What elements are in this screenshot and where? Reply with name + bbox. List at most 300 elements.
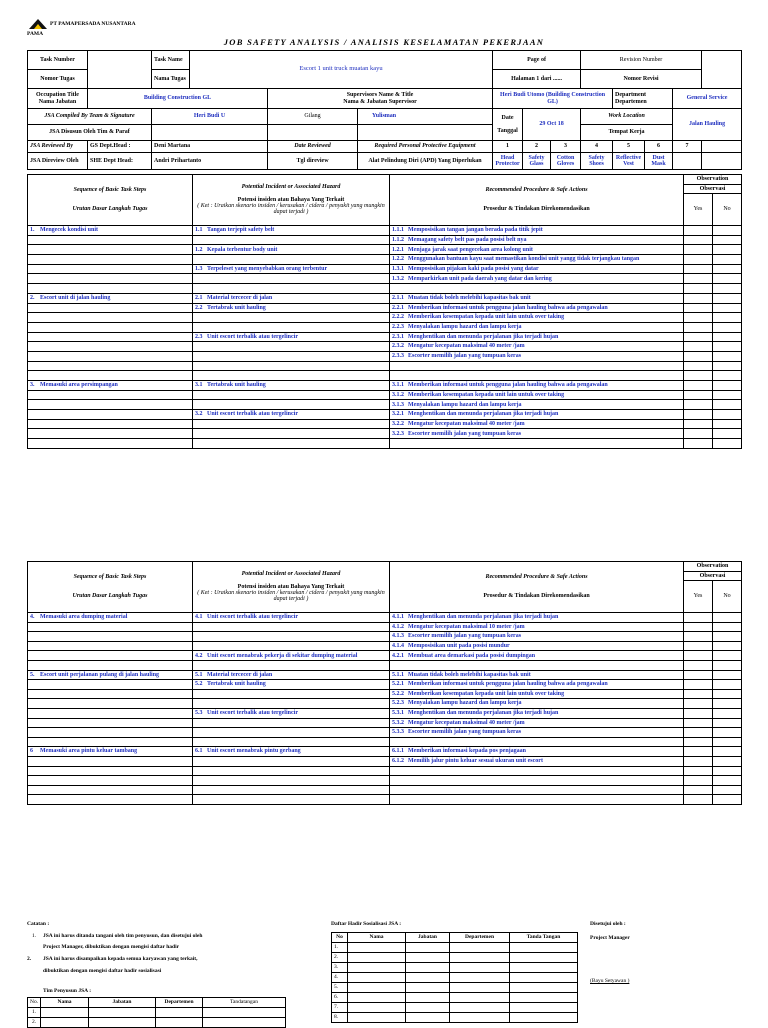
- hazard-cell: [193, 641, 390, 651]
- observation-yes-cell[interactable]: [684, 245, 713, 255]
- steps-header: Sequence of Basic Task Steps Urutan Dasar Langkah Tugas: [28, 562, 193, 613]
- task-step-cell: 5. Escort unit perjalanan pulang di jalan hauling: [28, 670, 193, 680]
- procedure-cell: 3.1.1 Memberikan informasi untuk pengguna jalan hauling bahwa ada pengawalan: [390, 381, 684, 391]
- occupation-value: Building Construction GL: [88, 89, 268, 109]
- procedure-cell: 6.1.1 Memberikan informasi kepada pos penjagaan: [390, 747, 684, 757]
- observation-yes-cell[interactable]: [684, 795, 713, 805]
- attendance-col-department: Departemen: [450, 933, 510, 943]
- observation-no-cell[interactable]: [713, 737, 742, 747]
- step-row: [28, 747, 742, 757]
- hazard-cell: [193, 728, 390, 738]
- attendance-cell[interactable]: [510, 993, 578, 1003]
- observation-no-cell[interactable]: [713, 255, 742, 265]
- observation-no-cell[interactable]: [713, 660, 742, 670]
- team-cell[interactable]: [89, 1018, 156, 1028]
- hazard-cell: [193, 342, 390, 352]
- pama-logo: [27, 17, 49, 31]
- attendance-cell[interactable]: [450, 983, 510, 993]
- observation-no-cell[interactable]: [713, 708, 742, 718]
- work-location-label-id: Tempat Kerja: [581, 125, 673, 141]
- observation-yes-cell[interactable]: [684, 747, 713, 757]
- observation-yes-cell[interactable]: [684, 390, 713, 400]
- observation-no-cell[interactable]: [713, 651, 742, 661]
- task-step-cell: [28, 699, 193, 709]
- observation-no-cell[interactable]: [713, 776, 742, 786]
- task-step-cell: [28, 756, 193, 766]
- observation-no-cell[interactable]: [713, 400, 742, 410]
- ppe-num: 5: [613, 141, 645, 153]
- task-step-cell: [28, 419, 193, 429]
- observation-yes-cell[interactable]: [684, 680, 713, 690]
- approved-by-label: Disetujui oleh :: [590, 921, 626, 927]
- procedure-cell: [390, 361, 684, 371]
- attendance-col-position: Jabatan: [406, 933, 450, 943]
- attendance-row: [332, 983, 578, 993]
- procedure-cell: 3.2.3 Escorter memilih jalan yang tumpuan keras: [390, 429, 684, 439]
- observation-no-cell[interactable]: [713, 245, 742, 255]
- task-step-cell: [28, 632, 193, 642]
- observation-no-cell[interactable]: [713, 622, 742, 632]
- hazard-cell: [193, 785, 390, 795]
- observation-yes-cell[interactable]: [684, 613, 713, 623]
- procedure-cell: 5.3.2 Mengatur kecepatan maksimal 40 meter /jam: [390, 718, 684, 728]
- team-cell[interactable]: [156, 1008, 203, 1018]
- observation-yes-cell[interactable]: [684, 776, 713, 786]
- observation-yes-cell[interactable]: [684, 255, 713, 265]
- procedure-cell: 1.1.1 Memposisikan tangan jangan berada pada titik jepit: [390, 226, 684, 236]
- task-step-cell: [28, 322, 193, 332]
- observation-yes-cell[interactable]: [684, 313, 713, 323]
- department-label: Department Departemen: [613, 89, 673, 109]
- observation-no-cell[interactable]: [713, 718, 742, 728]
- steps-header: Sequence of Basic Task Steps Urutan Dasar Langkah Tugas: [28, 175, 193, 226]
- she-head-name: Andri Prihartanto: [152, 153, 268, 170]
- ppe-label-id: Alat Pelindung Diri (APD) Yang Diperlukan: [358, 153, 493, 170]
- step-row: [28, 322, 742, 332]
- observation-header-id: Observasi: [684, 572, 742, 581]
- attendance-cell[interactable]: [450, 953, 510, 963]
- observation-header-id: Observasi: [684, 185, 742, 194]
- hazard-cell: [193, 756, 390, 766]
- no-header: No: [713, 581, 742, 613]
- task-step-cell: [28, 361, 193, 371]
- observation-yes-cell[interactable]: [684, 284, 713, 294]
- ppe-item: Safety Shoes: [581, 153, 613, 170]
- observation-no-cell[interactable]: [713, 322, 742, 332]
- attendance-cell[interactable]: [406, 963, 450, 973]
- attendance-cell[interactable]: [348, 963, 406, 973]
- note-2-number: 2.: [27, 956, 32, 962]
- notes-title: Catatan :: [27, 921, 50, 927]
- team-signature-2[interactable]: [268, 125, 358, 141]
- team-signature-1[interactable]: [152, 125, 268, 141]
- procedure-cell: 1.1.2 Memagang safety belt pas pada posisi belt nya: [390, 235, 684, 245]
- procedure-cell: [390, 766, 684, 776]
- attendance-cell[interactable]: [510, 973, 578, 983]
- observation-yes-cell[interactable]: [684, 371, 713, 381]
- hazard-cell: 1.2 Kepala terbentur body unit: [193, 245, 390, 255]
- team-row-no: 2.: [28, 1018, 41, 1028]
- ppe-item: Dust Mask: [645, 153, 673, 170]
- observation-yes-cell[interactable]: [684, 651, 713, 661]
- observation-yes-cell[interactable]: [684, 632, 713, 642]
- procedure-cell: [390, 737, 684, 747]
- observation-yes-cell[interactable]: [684, 429, 713, 439]
- hazard-header: Potential Incident or Associated Hazard Potensi insiden atau Bahaya Yang Terkait ( Ket : Uraikan skenario insiden / kerusakan / cidera / penyakit yang mungkin dapat terjadi ): [193, 562, 390, 613]
- observation-no-cell[interactable]: [713, 226, 742, 236]
- observation-no-cell[interactable]: [713, 332, 742, 342]
- step-row: [28, 689, 742, 699]
- step-row: [28, 293, 742, 303]
- task-number-label: Task Number: [28, 51, 88, 70]
- note-2-line-1: JSA ini harus disampaikan kepada semua karyawan yang terkait,: [43, 956, 198, 962]
- step-row: [28, 680, 742, 690]
- attendance-cell[interactable]: [348, 943, 406, 953]
- work-location-label: Work Location: [581, 109, 673, 125]
- attendance-cell[interactable]: [406, 943, 450, 953]
- ppe-item: Head Protector: [493, 153, 523, 170]
- department-value: General Service: [673, 89, 742, 109]
- team-cell[interactable]: [203, 1018, 286, 1028]
- hazard-cell: 5.1 Material tercecer di jalan: [193, 670, 390, 680]
- observation-no-cell[interactable]: [713, 390, 742, 400]
- procedure-cell: 5.2.1 Memberikan informasi untuk pengguna jalan hauling bahwa ada pengawalan: [390, 680, 684, 690]
- hazard-cell: 5.3 Unit escort terbalik atau tergelincir: [193, 708, 390, 718]
- team-cell[interactable]: [203, 1008, 286, 1018]
- procedure-cell: 3.1.3 Menyalakan lampu hazard dan lampu kerja: [390, 400, 684, 410]
- task-number-label-id: Nomor Tugas: [28, 70, 88, 89]
- observation-no-cell[interactable]: [713, 728, 742, 738]
- revision-value[interactable]: [702, 51, 742, 89]
- attendance-cell[interactable]: [348, 953, 406, 963]
- approver-signature: (Bayu Setyawan ): [590, 978, 630, 984]
- attendance-row-no: 8.: [332, 1013, 348, 1023]
- hazard-cell: [193, 776, 390, 786]
- task-name-label: Task Name: [152, 51, 190, 70]
- observation-yes-cell[interactable]: [684, 737, 713, 747]
- note-1-number: 1.: [32, 933, 37, 939]
- jsa-steps-table-1: [27, 174, 742, 449]
- procedure-cell: 4.1.1 Menghentikan dan menunda perjalanan jika terjadi hujan: [390, 613, 684, 623]
- ppe-num: 3: [551, 141, 581, 153]
- procedure-cell: [390, 660, 684, 670]
- attendance-cell[interactable]: [510, 943, 578, 953]
- supervisor-label: Supervisors Name & Title Nama & Jabatan Supervisor: [268, 89, 493, 109]
- attendance-cell[interactable]: [450, 1003, 510, 1013]
- compiled-label-id: JSA Disusun Oleh Tim & Paraf: [28, 125, 152, 141]
- observation-yes-cell[interactable]: [684, 332, 713, 342]
- observation-no-cell[interactable]: [713, 235, 742, 245]
- step-row: [28, 660, 742, 670]
- compiled-label: JSA Compiled By Team & Signature: [28, 109, 152, 125]
- task-step-cell: [28, 776, 193, 786]
- observation-yes-cell[interactable]: [684, 660, 713, 670]
- observation-no-cell[interactable]: [713, 274, 742, 284]
- attendance-cell[interactable]: [510, 1003, 578, 1013]
- task-step-cell: [28, 255, 193, 265]
- team-row: [28, 1018, 286, 1028]
- supervisor-value: Heri Budi Utomo (Building Construction GL): [493, 89, 613, 109]
- step-row: [28, 284, 742, 294]
- attendance-cell[interactable]: [450, 993, 510, 1003]
- observation-no-cell[interactable]: [713, 284, 742, 294]
- observation-no-cell[interactable]: [713, 747, 742, 757]
- observation-no-cell[interactable]: [713, 429, 742, 439]
- ppe-num: 4: [581, 141, 613, 153]
- step-row: [28, 390, 742, 400]
- document-title: JOB SAFETY ANALYSIS / ANALISIS KESELAMATAN PEKERJAAN: [223, 37, 545, 47]
- observation-no-cell[interactable]: [713, 293, 742, 303]
- team-member-2: Gilang: [268, 109, 358, 125]
- team-signature-3[interactable]: [358, 125, 493, 141]
- observation-no-cell[interactable]: [713, 795, 742, 805]
- attendance-cell[interactable]: [510, 983, 578, 993]
- attendance-title: Daftar Hadir Sosialisasi JSA :: [331, 921, 402, 927]
- observation-yes-cell[interactable]: [684, 785, 713, 795]
- attendance-cell[interactable]: [406, 953, 450, 963]
- task-number-value[interactable]: [88, 51, 152, 89]
- observation-yes-cell[interactable]: [684, 439, 713, 449]
- procedure-cell: 2.3.2 Mengatur kecepatan maksimal 40 meter /jam: [390, 342, 684, 352]
- task-step-cell: 1. Mengecek kondisi unit: [28, 226, 193, 236]
- attendance-cell[interactable]: [510, 953, 578, 963]
- step-row: [28, 766, 742, 776]
- observation-no-cell[interactable]: [713, 439, 742, 449]
- task-step-cell: [28, 274, 193, 284]
- attendance-cell[interactable]: [348, 993, 406, 1003]
- attendance-row: [332, 993, 578, 1003]
- procedure-cell: [390, 371, 684, 381]
- procedure-cell: 1.2.2 Menggunakan bantuan kayu saat memastikan kondisi unit yangg tidak terjangkau tangan: [390, 255, 684, 265]
- observation-yes-cell[interactable]: [684, 718, 713, 728]
- step-row: [28, 776, 742, 786]
- hazard-cell: [193, 274, 390, 284]
- hazard-cell: [193, 699, 390, 709]
- attendance-row-no: 4.: [332, 973, 348, 983]
- observation-no-cell[interactable]: [713, 381, 742, 391]
- task-step-cell: [28, 641, 193, 651]
- ppe-num: 6: [645, 141, 673, 153]
- hazard-cell: 1.1 Tangan terjepit safety belt: [193, 226, 390, 236]
- attendance-col-no: No: [332, 933, 348, 943]
- hazard-cell: [193, 718, 390, 728]
- gs-head-label: GS Dept.Head :: [88, 141, 152, 153]
- observation-yes-cell[interactable]: [684, 303, 713, 313]
- observation-yes-cell[interactable]: [684, 264, 713, 274]
- jsa-info-table: [27, 50, 742, 170]
- team-cell[interactable]: [41, 1008, 89, 1018]
- occupation-label: Occupation Title Nama Jabatan: [28, 89, 88, 109]
- hazard-cell: [193, 361, 390, 371]
- task-step-cell: 2. Escort unit di jalan hauling: [28, 293, 193, 303]
- observation-no-cell[interactable]: [713, 670, 742, 680]
- observation-no-cell[interactable]: [713, 303, 742, 313]
- task-step-cell: [28, 766, 193, 776]
- step-row: [28, 439, 742, 449]
- hazard-cell: 4.1 Unit escort terbalik atau tergelincir: [193, 613, 390, 623]
- observation-no-cell[interactable]: [713, 766, 742, 776]
- observation-yes-cell[interactable]: [684, 342, 713, 352]
- attendance-cell[interactable]: [406, 983, 450, 993]
- observation-no-cell[interactable]: [713, 342, 742, 352]
- observation-yes-cell[interactable]: [684, 293, 713, 303]
- observation-no-cell[interactable]: [713, 785, 742, 795]
- attendance-cell[interactable]: [406, 973, 450, 983]
- revision-label: Revision Number: [581, 51, 702, 70]
- step-row: [28, 400, 742, 410]
- task-step-cell: [28, 689, 193, 699]
- task-name-value: Escort 1 unit truck muatan kayu: [190, 51, 493, 89]
- team-col-signature: Tandatangan: [203, 998, 286, 1008]
- observation-yes-cell[interactable]: [684, 766, 713, 776]
- observation-no-cell[interactable]: [713, 699, 742, 709]
- observation-yes-cell[interactable]: [684, 381, 713, 391]
- procedure-cell: 5.3.1 Menghentikan dan menunda perjalanan jika terjadi hujan: [390, 708, 684, 718]
- procedure-cell: 2.2.1 Memberikan informasi untuk pengguna jalan hauling bahwa ada pengawalan: [390, 303, 684, 313]
- observation-no-cell[interactable]: [713, 689, 742, 699]
- attendance-cell[interactable]: [450, 1013, 510, 1023]
- observation-yes-cell[interactable]: [684, 699, 713, 709]
- attendance-cell[interactable]: [348, 983, 406, 993]
- task-step-cell: [28, 235, 193, 245]
- step-row: [28, 255, 742, 265]
- observation-no-cell[interactable]: [713, 680, 742, 690]
- reviewed-label-id: JSA Direview Oleh: [28, 153, 88, 170]
- task-step-cell: [28, 410, 193, 420]
- observation-yes-cell[interactable]: [684, 641, 713, 651]
- step-row: [28, 371, 742, 381]
- observation-no-cell[interactable]: [713, 756, 742, 766]
- hazard-cell: [193, 429, 390, 439]
- procedure-cell: [390, 776, 684, 786]
- procedure-cell: 2.3.1 Menghentikan dan menunda perjalanan jika terjadi hujan: [390, 332, 684, 342]
- team-member-1: Heri Budi U: [152, 109, 268, 125]
- observation-yes-cell[interactable]: [684, 410, 713, 420]
- procedure-cell: 3.2.1 Menghentikan dan menunda perjalanan jika terjadi hujan: [390, 410, 684, 420]
- ppe-label: Required Personal Protective Equipment: [358, 141, 493, 153]
- observation-no-cell[interactable]: [713, 641, 742, 651]
- task-step-cell: 6 Memasuki area pintu keluar tambang: [28, 747, 193, 757]
- observation-yes-cell[interactable]: [684, 728, 713, 738]
- procedure-cell: 5.3.3 Escorter memilih jalan yang tumpuan keras: [390, 728, 684, 738]
- observation-no-cell[interactable]: [713, 313, 742, 323]
- hazard-cell: [193, 689, 390, 699]
- hazard-header: Potential Incident or Associated Hazard Potensi insiden atau Bahaya Yang Terkait ( Ket : Uraikan skenario insiden / kerusakan / cidera / penyakit yang mungkin dapat terjadi ): [193, 175, 390, 226]
- hazard-cell: [193, 622, 390, 632]
- attendance-row-no: 7.: [332, 1003, 348, 1013]
- attendance-row: [332, 953, 578, 963]
- observation-yes-cell[interactable]: [684, 708, 713, 718]
- procedure-cell: 2.1.1 Muatan tidak boleh melebihi kapasitas bak unit: [390, 293, 684, 303]
- step-row: [28, 429, 742, 439]
- observation-yes-cell[interactable]: [684, 622, 713, 632]
- observation-yes-cell[interactable]: [684, 670, 713, 680]
- step-row: [28, 708, 742, 718]
- task-step-cell: [28, 245, 193, 255]
- attendance-cell[interactable]: [348, 1013, 406, 1023]
- observation-no-cell[interactable]: [713, 632, 742, 642]
- team-cell[interactable]: [89, 1008, 156, 1018]
- attendance-cell[interactable]: [450, 963, 510, 973]
- observation-yes-cell[interactable]: [684, 226, 713, 236]
- team-cell[interactable]: [41, 1018, 89, 1028]
- task-step-cell: [28, 332, 193, 342]
- approver-title: Project Manager: [590, 935, 630, 941]
- team-cell[interactable]: [156, 1018, 203, 1028]
- attendance-cell[interactable]: [450, 943, 510, 953]
- attendance-row: [332, 963, 578, 973]
- attendance-cell[interactable]: [406, 1013, 450, 1023]
- attendance-cell[interactable]: [406, 993, 450, 1003]
- observation-no-cell[interactable]: [713, 419, 742, 429]
- ppe-item: [673, 153, 702, 170]
- task-step-cell: [28, 795, 193, 805]
- observation-no-cell[interactable]: [713, 613, 742, 623]
- task-step-cell: [28, 622, 193, 632]
- attendance-cell[interactable]: [348, 973, 406, 983]
- hazard-cell: [193, 632, 390, 642]
- observation-yes-cell[interactable]: [684, 419, 713, 429]
- hazard-cell: [193, 390, 390, 400]
- attendance-row-no: 6.: [332, 993, 348, 1003]
- procedure-header: Recommended Procedure & Safe Actions Prosedur & Tindakan Direkomendasikan: [390, 562, 684, 613]
- observation-yes-cell[interactable]: [684, 400, 713, 410]
- hazard-cell: [193, 766, 390, 776]
- observation-yes-cell[interactable]: [684, 322, 713, 332]
- team-table-title: Tim Penyusun JSA :: [43, 988, 92, 994]
- hazard-cell: 2.2 Tertabrak unit hauling: [193, 303, 390, 313]
- task-step-cell: [28, 313, 193, 323]
- observation-no-cell[interactable]: [713, 371, 742, 381]
- observation-yes-cell[interactable]: [684, 235, 713, 245]
- procedure-cell: 2.2.3 Menyalakan lampu hazard dan lampu kerja: [390, 322, 684, 332]
- observation-yes-cell[interactable]: [684, 274, 713, 284]
- procedure-cell: 3.1.2 Memberikan kesempatan kepada unit lain untuk over taking: [390, 390, 684, 400]
- attendance-row-no: 3.: [332, 963, 348, 973]
- procedure-cell: 4.1.4 Memposisikan unit pada posisi mundur: [390, 641, 684, 651]
- task-step-cell: [28, 439, 193, 449]
- step-row: [28, 670, 742, 680]
- attendance-row-no: 5.: [332, 983, 348, 993]
- attendance-row: [332, 973, 578, 983]
- observation-yes-cell[interactable]: [684, 361, 713, 371]
- ppe-num: 1: [493, 141, 523, 153]
- attendance-cell[interactable]: [510, 963, 578, 973]
- observation-no-cell[interactable]: [713, 351, 742, 361]
- date-value: 29 Oct 18: [523, 109, 581, 141]
- observation-yes-cell[interactable]: [684, 689, 713, 699]
- observation-no-cell[interactable]: [713, 264, 742, 274]
- observation-yes-cell[interactable]: [684, 351, 713, 361]
- attendance-cell[interactable]: [510, 1013, 578, 1023]
- observation-no-cell[interactable]: [713, 361, 742, 371]
- page-label-id: Halaman 1 dari ......: [493, 70, 581, 89]
- attendance-cell[interactable]: [348, 1003, 406, 1013]
- task-step-cell: 3. Memasuki area persimpangan: [28, 381, 193, 391]
- attendance-cell[interactable]: [450, 973, 510, 983]
- observation-no-cell[interactable]: [713, 410, 742, 420]
- hazard-cell: 1.3 Terpeleset yang menyebabkan orang terbentur: [193, 264, 390, 274]
- attendance-cell[interactable]: [406, 1003, 450, 1013]
- task-step-cell: [28, 342, 193, 352]
- observation-header: Observation: [684, 562, 742, 572]
- hazard-cell: 3.2 Unit escort terbalik atau tergelincir: [193, 410, 390, 420]
- step-row: [28, 419, 742, 429]
- observation-yes-cell[interactable]: [684, 756, 713, 766]
- yes-header: Yes: [684, 194, 713, 226]
- gs-head-name: Deni Martana: [152, 141, 268, 153]
- jsa-steps-table-2: [27, 561, 742, 805]
